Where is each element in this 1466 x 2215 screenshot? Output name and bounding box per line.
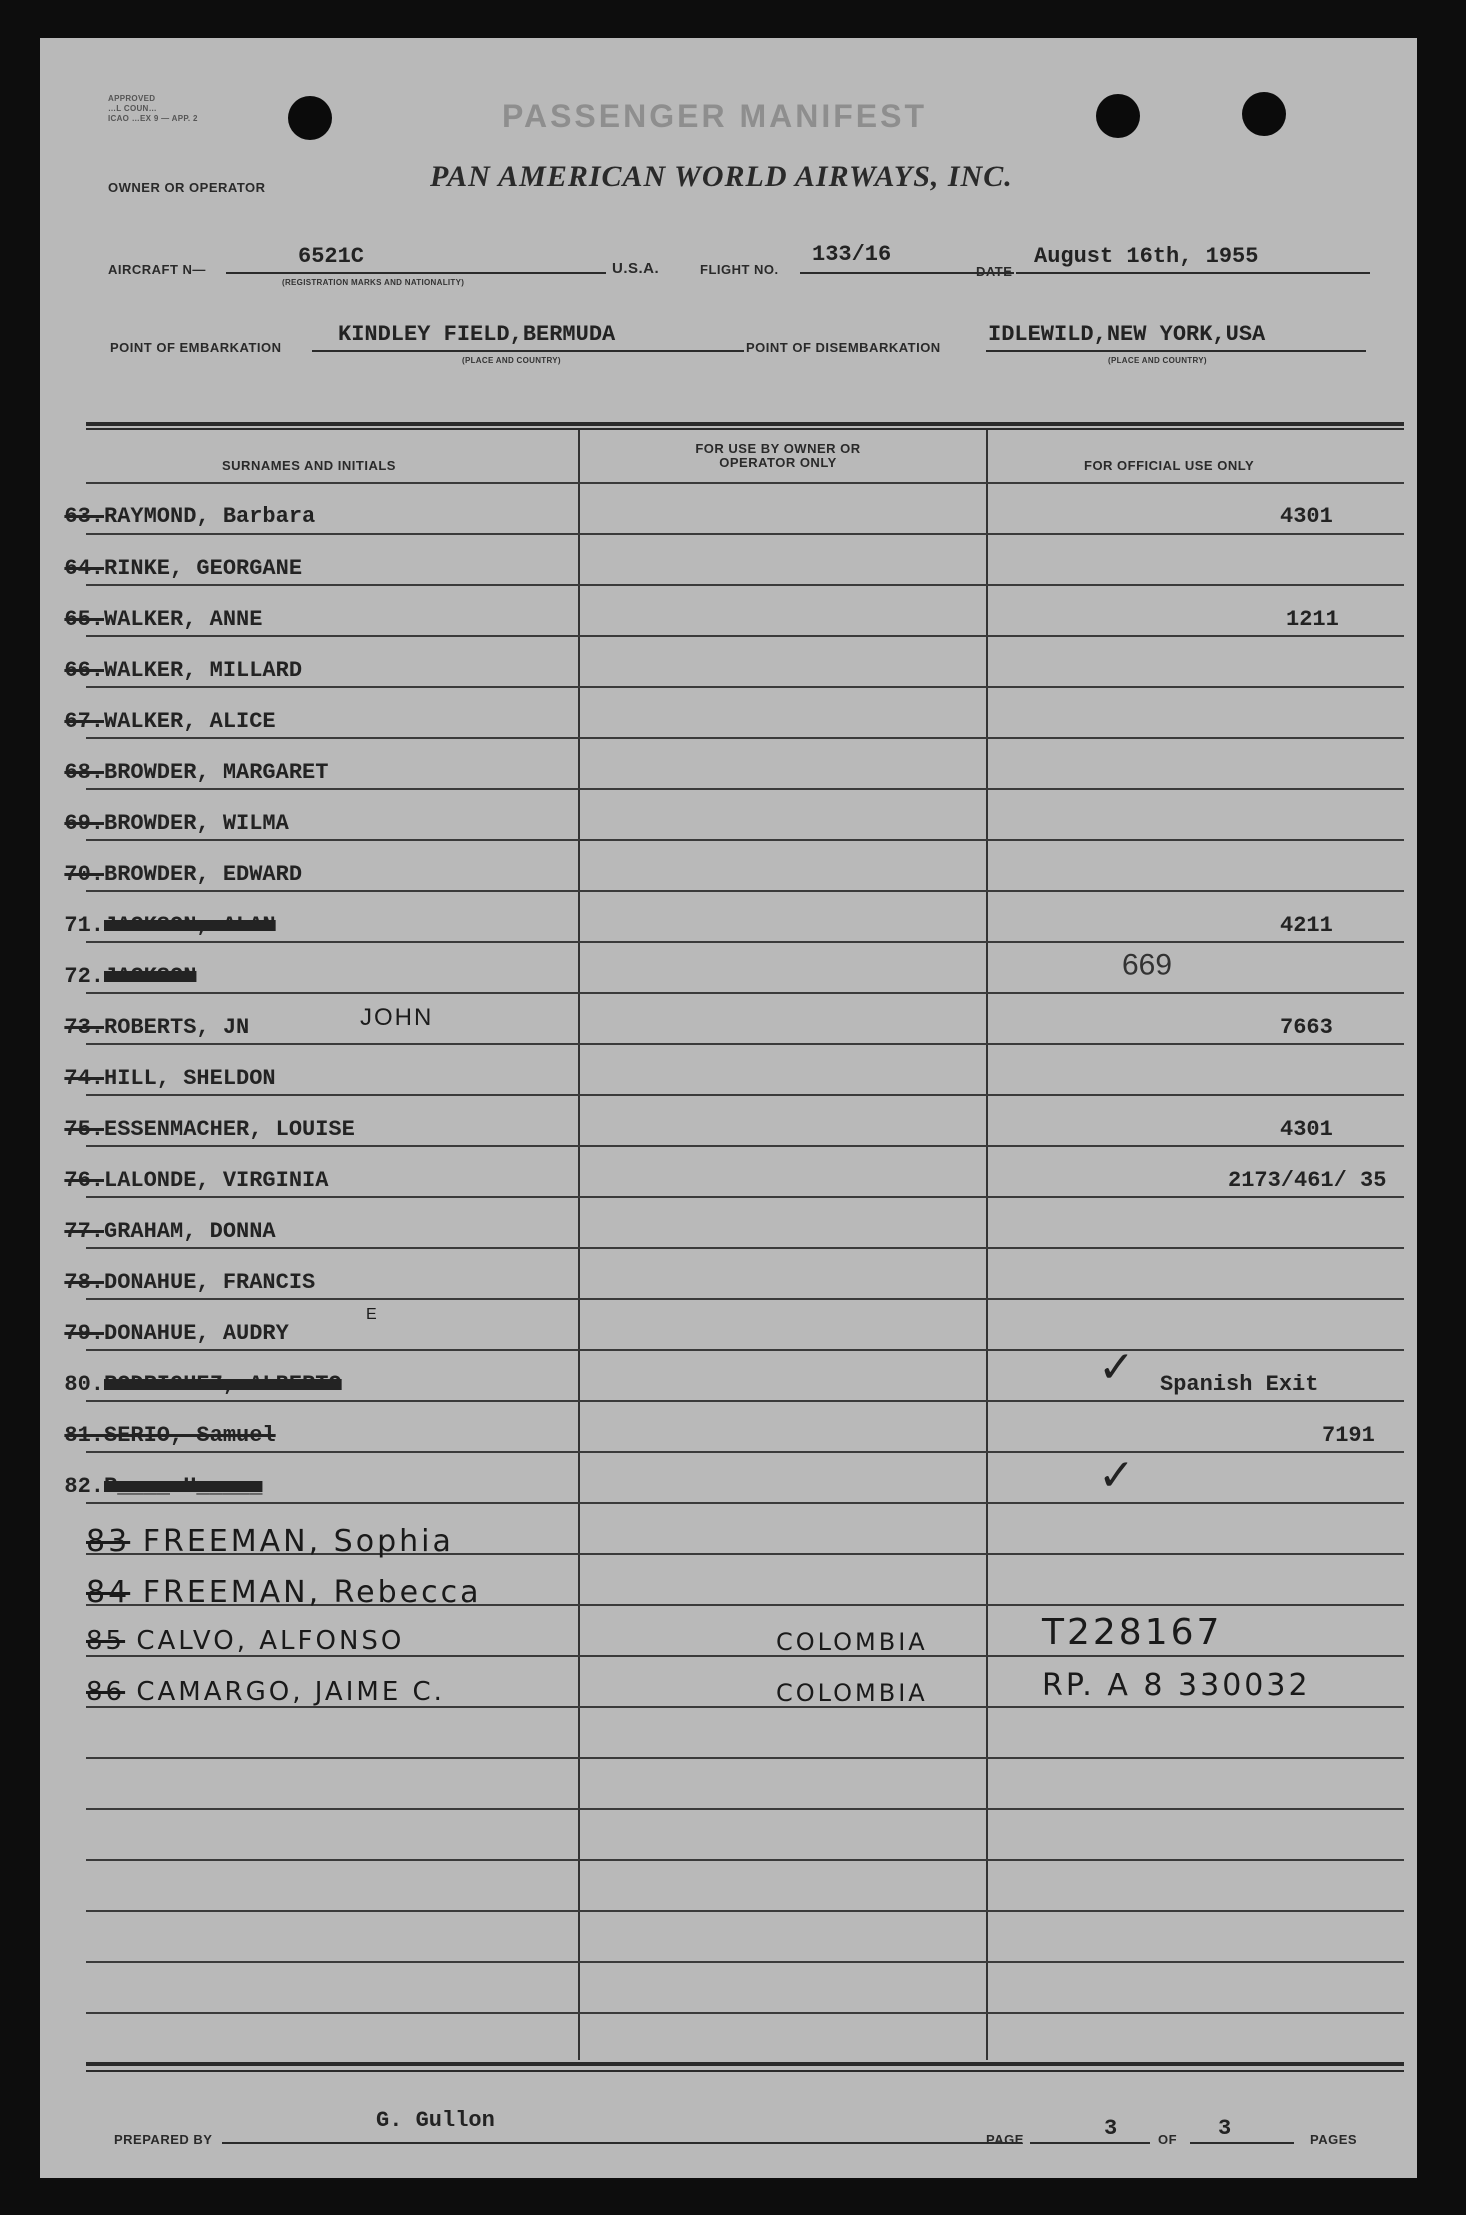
punch-hole-icon: [1096, 94, 1140, 138]
list-item: 68.BROWDER, MARGARET: [64, 760, 329, 785]
punch-hole-icon: [288, 96, 332, 140]
page-total: 3: [1218, 2116, 1232, 2141]
official-value: Spanish Exit: [1160, 1372, 1319, 1397]
list-item: 80.RODRIGUEZ, ALBERTO: [64, 1372, 342, 1397]
manifest-sheet: [40, 38, 1417, 2178]
list-item: 85 CALVO, ALFONSO: [86, 1626, 405, 1656]
official-value: T228167: [1042, 1612, 1223, 1653]
date-value: August 16th, 1955: [1034, 244, 1259, 269]
official-value: RP. A 8 330032: [1042, 1668, 1311, 1703]
disembarkation-sublabel: (PLACE AND COUNTRY): [1108, 356, 1207, 365]
col-surnames: SURNAMES AND INITIALS: [222, 458, 396, 473]
disembarkation-label: POINT OF DISEMBARKATION: [746, 340, 941, 355]
list-item: 71.JACKSON, ALAN: [64, 913, 276, 938]
prepared-by-label: PREPARED BY: [114, 2132, 213, 2147]
list-item: 65.WALKER, ANNE: [64, 607, 263, 632]
page-label: PAGE: [986, 2132, 1024, 2147]
list-item: 72.JACKSON: [64, 964, 197, 989]
handwritten-correction: E: [366, 1306, 377, 1323]
list-item: 67.WALKER, ALICE: [64, 709, 276, 734]
list-item: 82.R____ H_____: [64, 1474, 263, 1499]
list-item: 73.ROBERTS, JN: [64, 1015, 250, 1040]
country-label: U.S.A.: [612, 260, 660, 277]
owner-operator-label: OWNER OR OPERATOR: [108, 180, 266, 195]
embarkation-sublabel: (PLACE AND COUNTRY): [462, 356, 561, 365]
list-item: 63.RAYMOND, Barbara: [64, 504, 316, 529]
handwritten-correction: JOHN: [360, 1004, 434, 1031]
official-value: 7663: [1280, 1015, 1333, 1040]
col-official-use: FOR OFFICIAL USE ONLY: [1084, 458, 1255, 473]
list-item: 78.DONAHUE, FRANCIS: [64, 1270, 316, 1295]
operator-name: PAN AMERICAN WORLD AIRWAYS, INC.: [430, 160, 1013, 193]
list-item: 81.SERIO, Samuel: [64, 1423, 276, 1448]
embarkation-label: POINT OF EMBARKATION: [110, 340, 282, 355]
owner-note: COLOMBIA: [776, 1628, 928, 1656]
check-mark-icon: ✓: [1098, 1342, 1135, 1393]
list-item: 70.BROWDER, EDWARD: [64, 862, 303, 887]
list-item: 79.DONAHUE, AUDRY: [64, 1321, 289, 1346]
inverted-note: 699: [1122, 947, 1173, 980]
aircraft-sublabel: (REGISTRATION MARKS AND NATIONALITY): [282, 278, 465, 287]
official-value: 7191: [1322, 1423, 1375, 1448]
date-label: DATE: [976, 264, 1013, 279]
flight-value: 133/16: [812, 242, 892, 267]
official-value: 2173/461/ 35: [1228, 1168, 1387, 1193]
owner-note: COLOMBIA: [776, 1679, 928, 1707]
official-value: 4301: [1280, 504, 1333, 529]
official-value: 4211: [1280, 913, 1333, 938]
list-item: 86 CAMARGO, JAIME C.: [86, 1677, 445, 1707]
list-item: 84 FREEMAN, Rebecca: [86, 1575, 482, 1610]
aircraft-label: AIRCRAFT N—: [108, 262, 206, 277]
check-mark-icon: ✓: [1098, 1450, 1135, 1501]
page-number: 3: [1104, 2116, 1118, 2141]
approval-stamp: APPROVED …L COUN… ICAO …EX 9 — APP. 2: [108, 94, 198, 123]
disembarkation-value: IDLEWILD,NEW YORK,USA: [988, 322, 1266, 347]
list-item: 74.HILL, SHELDON: [64, 1066, 276, 1091]
form-title: PASSENGER MANIFEST: [502, 98, 927, 134]
list-item: 69.BROWDER, WILMA: [64, 811, 289, 836]
flight-label: FLIGHT NO.: [700, 262, 779, 277]
official-value: 4301: [1280, 1117, 1333, 1142]
list-item: 76.LALONDE, VIRGINIA: [64, 1168, 329, 1193]
col-owner-use: FOR USE BY OWNER OR OPERATOR ONLY: [695, 441, 861, 470]
punch-hole-icon: [1242, 92, 1286, 136]
list-item: 77.GRAHAM, DONNA: [64, 1219, 276, 1244]
of-label: OF: [1158, 2132, 1178, 2147]
list-item: 83 FREEMAN, Sophia: [86, 1524, 454, 1559]
aircraft-value: 6521C: [298, 244, 365, 269]
list-item: 66.WALKER, MILLARD: [64, 658, 303, 683]
list-item: 75.ESSENMACHER, LOUISE: [64, 1117, 355, 1142]
official-value: 1211: [1286, 607, 1339, 632]
prepared-by-value: G. Gullon: [376, 2108, 495, 2133]
list-item: 64.RINKE, GEORGANE: [64, 556, 303, 581]
pages-label: PAGES: [1310, 2132, 1358, 2147]
embarkation-value: KINDLEY FIELD,BERMUDA: [338, 322, 616, 347]
